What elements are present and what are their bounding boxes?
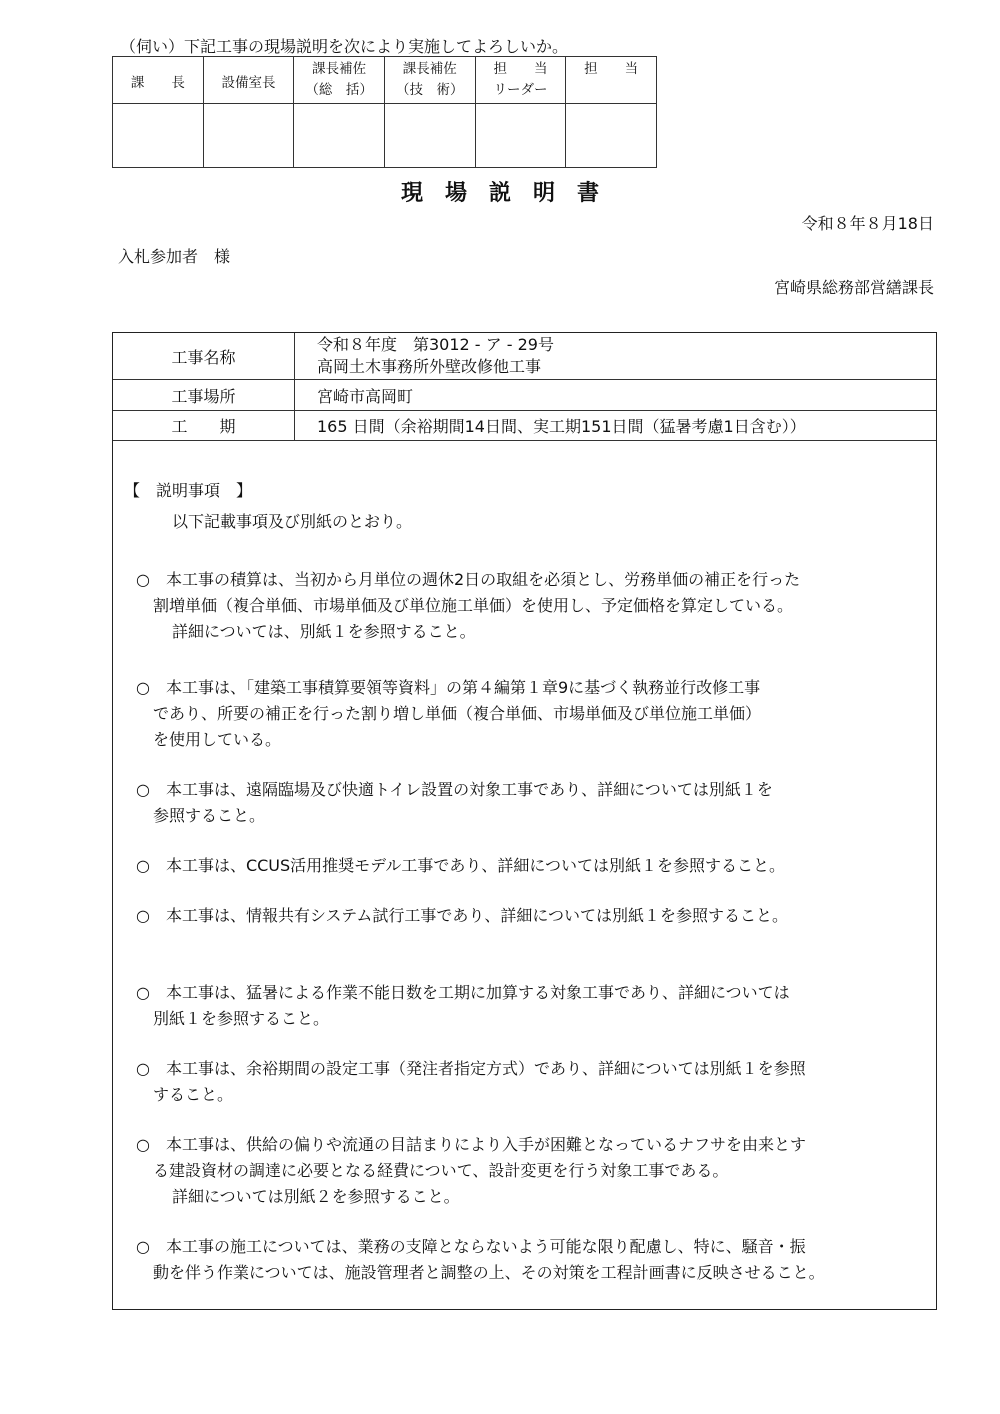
approval-header-staff: 担 当 [566,57,657,104]
stamp-box[interactable] [566,104,657,168]
project-place-value: 宮崎市高岡町 [295,380,937,411]
approval-header-deputy-technical: 課長補佐 （技 術） [384,57,475,104]
explanation-heading: 【 説明事項 】 [124,481,253,500]
project-name-label: 工事名称 [113,333,295,380]
document-title: 現 場 説 明 書 [400,181,599,206]
stamp-box[interactable] [384,104,475,168]
approval-stamp-table [112,56,657,168]
stamp-box[interactable] [294,104,385,168]
approval-header-section-chief: 課 長 [113,57,204,104]
project-place-label: 工事場所 [113,380,295,411]
explanation-intro: 以下記載事項及び別紙のとおり。 [172,512,413,531]
issue-date: 令和８年８月18日 [801,214,934,233]
stamp-box[interactable] [203,104,294,168]
stamp-box[interactable] [475,104,566,168]
approval-header-facility-head: 設備室長 [203,57,294,104]
addressee: 入札参加者 様 [118,247,231,266]
project-info-table [113,333,936,441]
approval-header-deputy-general: 課長補佐 （総 括） [294,57,385,104]
project-period-label: 工 期 [113,411,295,441]
approval-header-leader: 担 当 リーダー [475,57,566,104]
project-name-value: 令和８年度 第3012 - ア - 29号 高岡土木事務所外壁改修他工事 [295,333,937,380]
project-period-value: 165 日間（余裕期間14日間、実工期151日間（猛暑考慮1日含む）） [295,411,937,441]
stamp-box[interactable] [113,104,204,168]
issuer: 宮崎県総務部営繕課長 [773,278,934,297]
request-line: （伺い）下記工事の現場説明を次により実施してよろしいか。 [120,37,569,56]
